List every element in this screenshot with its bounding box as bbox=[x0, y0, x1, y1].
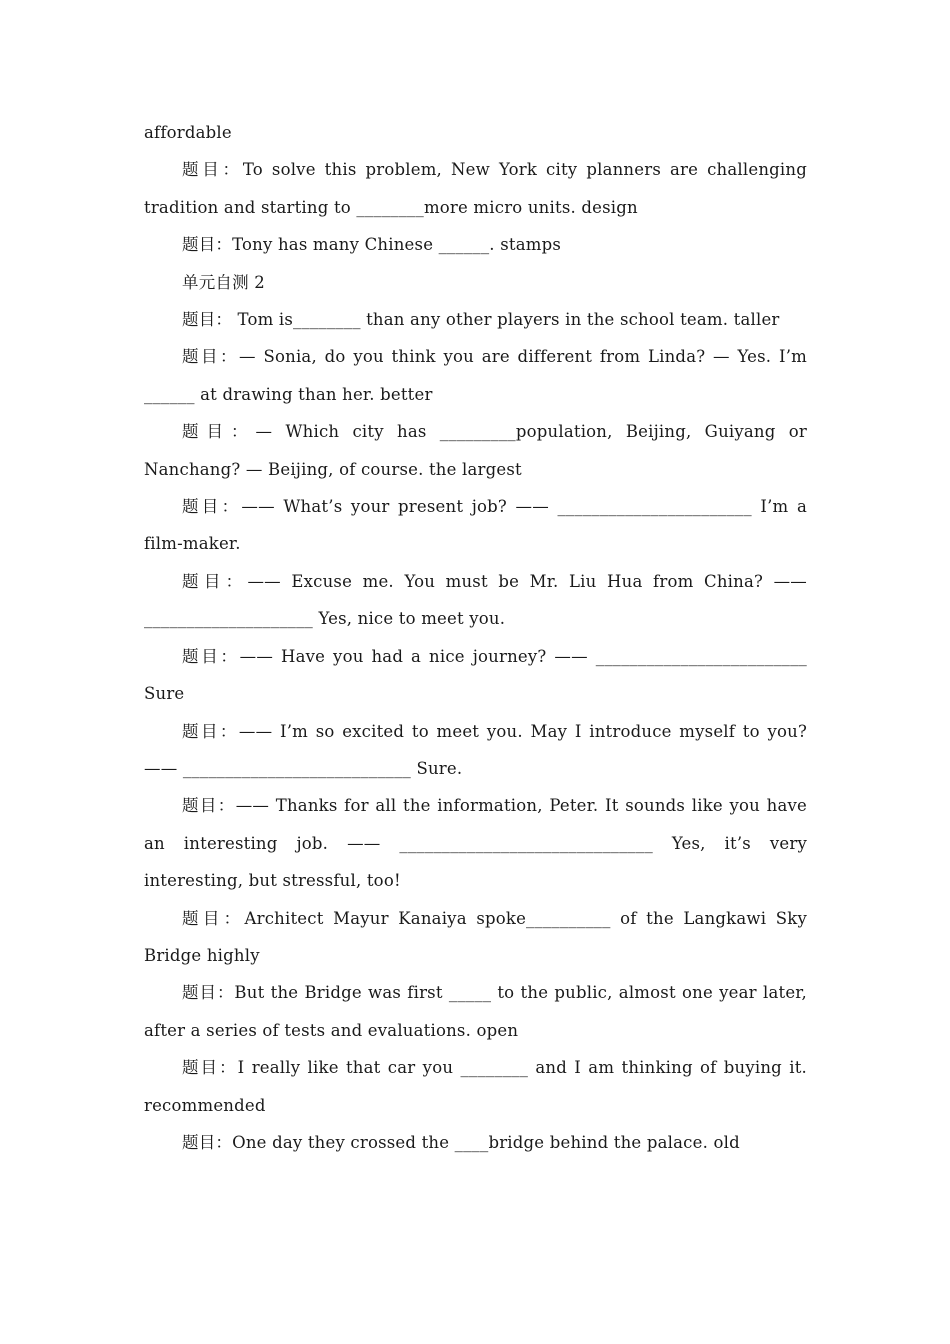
question-12: 题目：—— Thanks for all the information, Peter. It sounds like you have an interesting job. —— ______________________________ Yes, it’s very interesting, but stressful, too! bbox=[144, 796, 807, 891]
question-6: 题目：— Sonia, do you think you are different from Linda? — Yes. I’m ______ at drawing than her. better bbox=[144, 347, 807, 404]
question-15: 题目：I really like that car you ________ and I am thinking of buying it. recommended bbox=[144, 1058, 807, 1115]
document-body bbox=[144, 114, 807, 1161]
question-7: 题目：— Which city has _________population, Beijing, Guiyang or Nanchang? — Beijing, of course. the largest bbox=[144, 422, 807, 479]
question-2: 题目：To solve this problem, New York city planners are challenging tradition and starting to ________more micro units. design bbox=[144, 160, 807, 217]
text-line: affordable bbox=[144, 123, 232, 142]
section-heading: 单元自测 2 bbox=[182, 272, 265, 292]
question-3: 题目：Tony has many Chinese ______. stamps bbox=[182, 235, 562, 255]
question-9: 题目：—— Excuse me. You must be Mr. Liu Hua from China? —— ____________________ Yes, nice to meet you. bbox=[144, 571, 807, 629]
question-8: 题目：—— What’s your present job? —— _______________________ I’m a film-maker. bbox=[144, 497, 807, 554]
question-11: 题目：—— I’m so excited to meet you. May I introduce myself to you? —— ___________________________ Sure. bbox=[144, 721, 807, 778]
question-5: 题目： Tom is________ than any other players in the school team. taller bbox=[182, 310, 780, 330]
question-13: 题目：Architect Mayur Kanaiya spoke__________ of the Langkawi Sky Bridge highly bbox=[144, 908, 807, 965]
question-10: 题目：—— Have you had a nice journey? —— _________________________ Sure bbox=[144, 646, 807, 704]
question-14: 题目：But the Bridge was first _____ to the public, almost one year later, after a series of tests and evaluations. open bbox=[144, 983, 807, 1040]
question-16: 题目：One day they crossed the ____bridge behind the palace. old bbox=[182, 1132, 740, 1152]
